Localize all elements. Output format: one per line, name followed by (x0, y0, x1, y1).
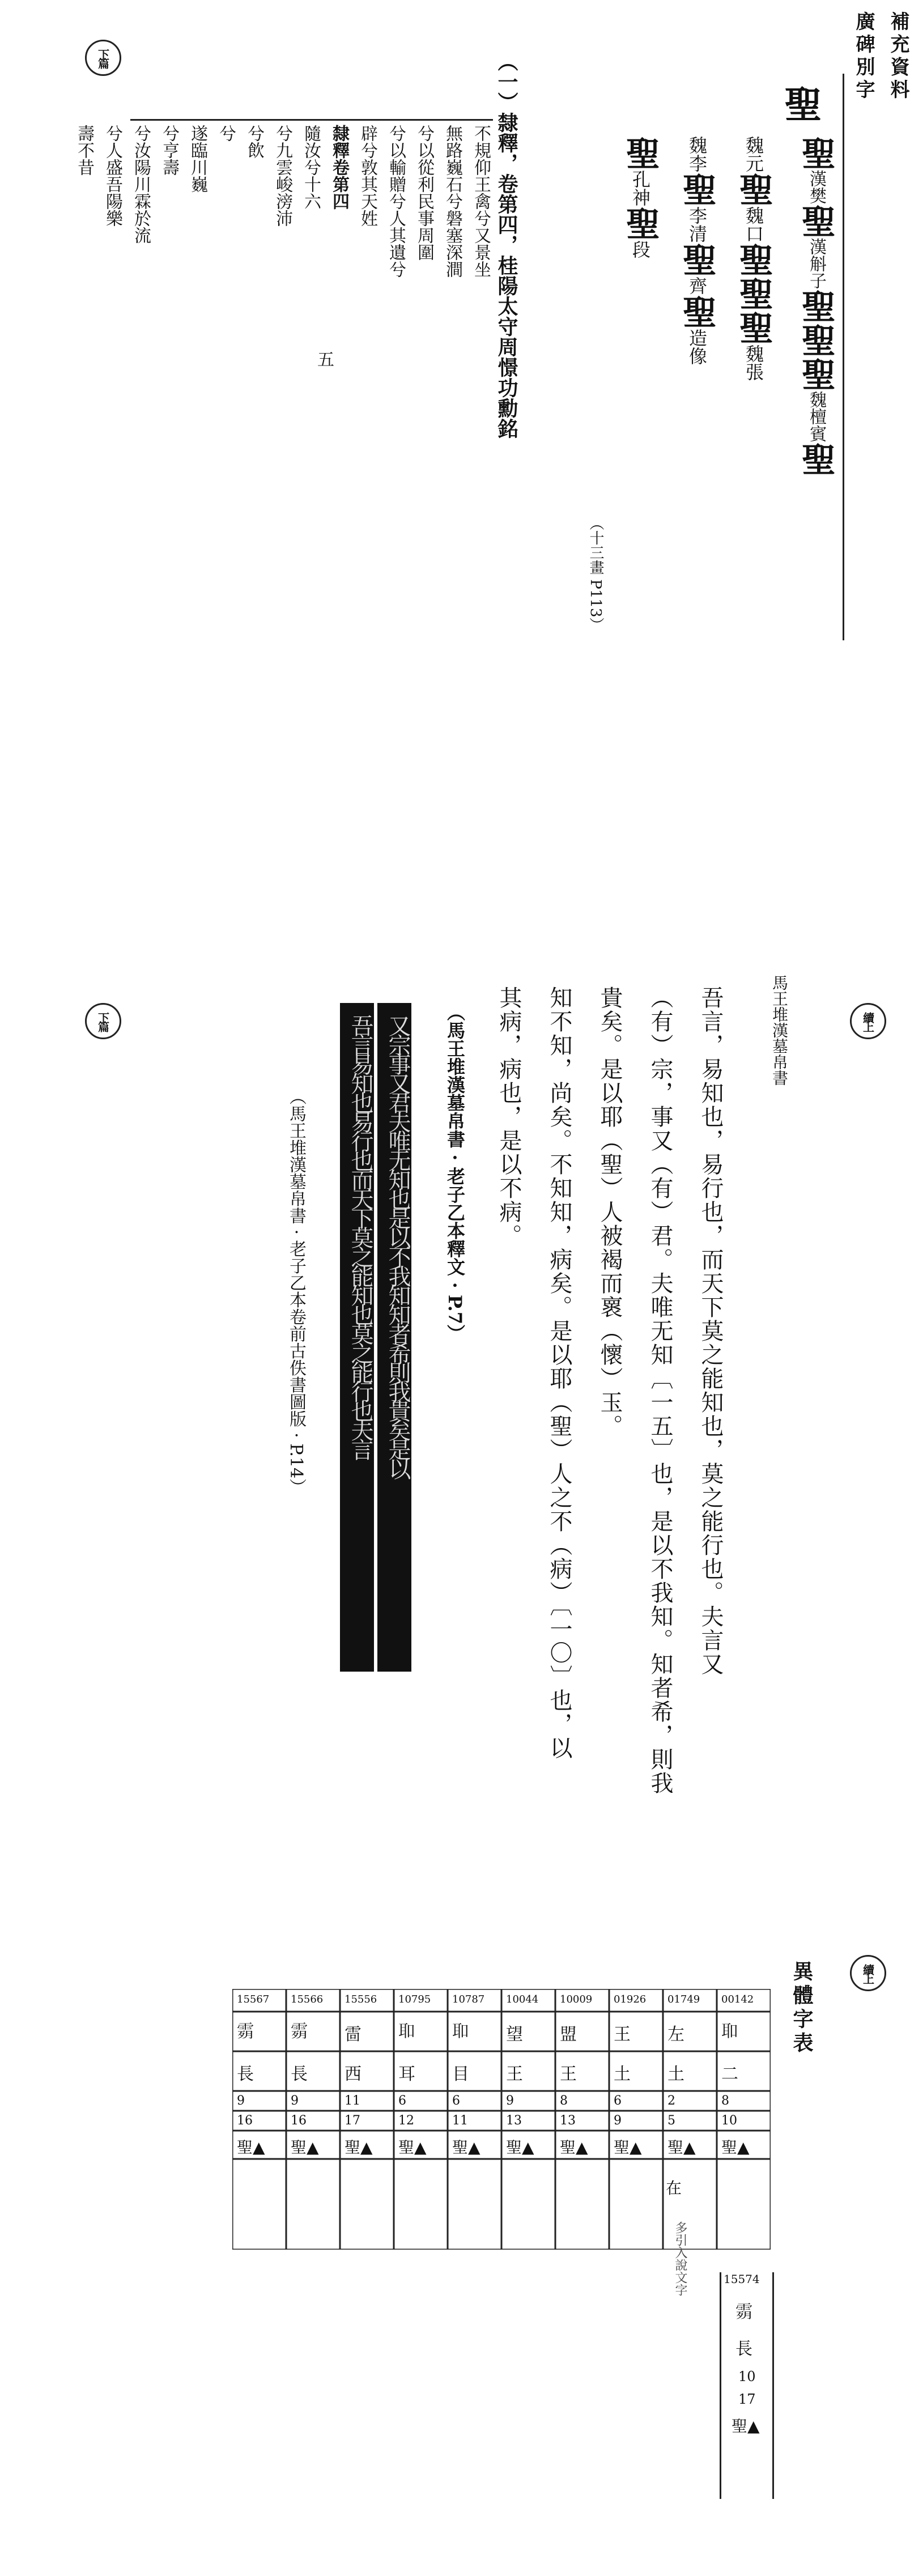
variant-num: 2 (667, 2094, 675, 2108)
section-bottom (0, 1927, 910, 2576)
page-tag-middle-right: 續上 (850, 1003, 886, 1039)
variant-part: 𦔻 (452, 2022, 469, 2042)
col1-f: 聖 (796, 323, 836, 357)
lishi-col: 無路巍石兮磐塞深澗 (443, 125, 462, 278)
variant-part: 王 (506, 2064, 523, 2084)
lishi-col: 不規仰王禽兮又景坐 (471, 125, 491, 278)
col3-f: 聖 (677, 295, 717, 329)
variant-id: 15556 (345, 1993, 377, 2005)
silk-text-right: 又宗事又君夫唯无知也是以不我知知者希則我貴矣是以 (385, 1014, 411, 1477)
laozi-caption2: （馬王堆漢墓帛書 · 老子乙本卷前古佚書圖版 · P.14） (286, 1088, 306, 1496)
beibie-col2 (734, 136, 773, 381)
col3-b: 聖 (677, 172, 717, 206)
col1-c: 聖 (796, 204, 836, 238)
laozi-line: 知不知，尚矣。不知知，病矣。是以耶（聖）人之不（病）〔一〇〕也，以 (546, 986, 572, 1760)
lishi-col: 兮亨壽 (159, 125, 179, 176)
variant-char: 聖▲ (560, 2138, 588, 2157)
lishi-rule (130, 119, 493, 121)
lishi-col: 兮飲 (244, 125, 264, 159)
header-line1: 補充資料 (887, 11, 909, 102)
variant-part: 䨓 (345, 2025, 362, 2044)
silk-text-left: 吾言易知也易行也而天下莫之能知也莫之能行也夫言 (347, 1014, 373, 1457)
extra-num2: 17 (738, 2391, 756, 2407)
variant-id: 10009 (560, 1993, 593, 2005)
laozi-caption1: （馬王堆漢墓帛書 · 老子乙本釋文 · P.7） (444, 1003, 466, 1343)
lishi-col: 兮以從利民事周圍 (414, 125, 434, 261)
variant-num: 6 (452, 2094, 460, 2108)
col4-d: 段 (630, 240, 651, 258)
variant-part: 𩃴 (291, 2022, 308, 2042)
col2-d: 聖 (734, 243, 773, 277)
col1-a: 聖 (796, 136, 836, 170)
col1-b: 漢樊 (806, 170, 826, 204)
lishi-col: 兮 (216, 125, 236, 142)
variant-part: 長 (291, 2064, 308, 2084)
lishi-col: 辟兮敦其天姓 (358, 125, 377, 227)
variant-num: 9 (614, 2114, 622, 2128)
beibie-note: （十三畫 P113） (587, 516, 604, 632)
variant-id: 10044 (506, 1993, 539, 2005)
variant-id: 10787 (452, 1993, 485, 2005)
col2-g: 魏張 (743, 345, 764, 381)
variant-num: 17 (345, 2114, 360, 2128)
variant-num: 11 (452, 2114, 468, 2128)
extra-char: 聖▲ (732, 2417, 760, 2435)
col3-e: 齊 (686, 277, 708, 295)
col2-b: 聖 (734, 172, 773, 206)
section-middle (0, 918, 910, 1802)
variant-num: 6 (398, 2094, 406, 2108)
silk-strip (334, 1003, 414, 1672)
variant-char: 聖▲ (345, 2138, 373, 2157)
variant-num: 6 (614, 2094, 622, 2108)
variant-id: 15566 (291, 1993, 324, 2005)
col1-d: 漢斛子 (806, 238, 826, 289)
variant-num: 13 (560, 2114, 576, 2128)
variant-num: 12 (398, 2114, 414, 2128)
lishi-col: 隨汝兮十六 (301, 125, 321, 210)
variants-table (232, 1989, 771, 2250)
col2-e: 聖 (734, 277, 773, 311)
variant-num: 8 (721, 2094, 729, 2108)
variant-id: 15567 (237, 1993, 270, 2005)
lishi-title: （一）隸釋，卷第四，桂陽太守周憬功勳銘 (495, 51, 518, 439)
beibie-col3 (677, 136, 717, 365)
laozi-line: （有）宗，事又（有）君。夫唯无知〔一五〕也，是以不我知。知者希，則我 (647, 986, 673, 1795)
lishi-page-num: 五 (317, 350, 334, 370)
lishi-col: 兮汝陽川霖於流 (131, 125, 151, 244)
variant-part: 西 (345, 2064, 362, 2084)
variant-char: 聖▲ (452, 2138, 480, 2157)
extra-part2: 長 (735, 2339, 752, 2359)
variant-char: 聖▲ (667, 2138, 696, 2157)
variant-num: 9 (291, 2094, 299, 2108)
laozi-line: 其病，病也，是以不病。 (496, 986, 522, 1248)
variant-char: 聖▲ (398, 2138, 427, 2157)
lishi-col: 遂臨川巍 (188, 125, 207, 193)
extra-part1: 𩃴 (735, 2302, 752, 2322)
variant-num: 9 (506, 2094, 514, 2108)
variant-part: 耳 (398, 2064, 415, 2084)
variant-id: 01926 (614, 1993, 647, 2005)
variant-id: 01749 (667, 1993, 700, 2005)
col2-c: 魏口 (743, 206, 764, 243)
variant-id: 10795 (398, 1993, 431, 2005)
variant-char: 聖▲ (237, 2138, 265, 2157)
col1-h: 魏檀賓 (806, 391, 826, 442)
col1-e: 聖 (796, 289, 836, 323)
col4-c: 聖 (620, 206, 660, 240)
laozi-source-side: 馬王堆漢墓帛書 (770, 975, 789, 1086)
variant-part: 左 (667, 2025, 684, 2044)
variant-num: 13 (506, 2114, 522, 2128)
variant-char: 聖▲ (614, 2138, 642, 2157)
beibie-head-char: 聖 (778, 85, 822, 122)
note-zai: 在 (666, 2179, 682, 2197)
beibie-rule (843, 74, 844, 640)
col4-b: 孔神 (630, 170, 651, 206)
variant-part: 王 (560, 2064, 577, 2084)
variant-part: 土 (667, 2064, 684, 2084)
variant-part: 王 (614, 2025, 631, 2044)
variant-num: 16 (291, 2114, 307, 2128)
lishi-col: 兮以輸贈兮人其遺兮 (386, 125, 406, 278)
col3-d: 聖 (677, 243, 717, 277)
col4-a: 聖 (620, 136, 660, 170)
variant-part: 盟 (560, 2025, 577, 2044)
variant-part: 二 (721, 2064, 738, 2084)
beibie-col4 (620, 136, 660, 258)
variant-num: 8 (560, 2094, 568, 2108)
variant-part: 土 (614, 2064, 631, 2084)
variant-part: 𩃴 (237, 2022, 254, 2042)
variant-num: 16 (237, 2114, 253, 2128)
page-tag-bottom-right: 續上 (850, 1955, 886, 1991)
variant-char: 聖▲ (506, 2138, 534, 2157)
laozi-line: 貴矣。是以耶（聖）人被褐而褱（懷）玉。 (597, 986, 623, 1438)
variant-num: 5 (667, 2114, 675, 2128)
page-tag-middle-left: 下篇 (85, 1003, 121, 1039)
laozi-text (493, 986, 727, 1795)
variants-grid (232, 1989, 771, 2250)
col3-c: 李清 (686, 206, 708, 243)
variant-num: 10 (721, 2114, 737, 2128)
variant-part: 𦔻 (721, 2022, 738, 2042)
page-tag-top: 下篇 (85, 40, 121, 76)
variants-extra (720, 2272, 774, 2499)
variant-num: 9 (237, 2094, 245, 2108)
variant-part: 望 (506, 2025, 523, 2044)
lishi-col: 壽不昔 (74, 125, 94, 176)
section-top (0, 0, 910, 850)
extra-id: 15574 (724, 2272, 760, 2286)
col1-g: 聖 (796, 357, 836, 391)
lishi-cols (71, 125, 493, 278)
extra-num1: 10 (738, 2369, 756, 2384)
handnote: 多引入說文字 (673, 2221, 687, 2296)
header (850, 11, 910, 102)
col2-f: 聖 (734, 311, 773, 345)
beibie-col1 (796, 136, 836, 476)
variant-part: 長 (237, 2064, 254, 2084)
laozi-line: 吾言，易知也，易行也，而天下莫之能知也，莫之能行也。夫言又 (698, 986, 724, 1676)
header-line2: 廣碑別字 (852, 11, 875, 102)
beibie-entry (587, 85, 836, 737)
col1-i: 聖 (796, 442, 836, 476)
lishi-col: 兮人盛吾陽樂 (103, 125, 122, 227)
variant-id: 00142 (721, 1993, 754, 2005)
lishi-col: 兮九雲峻滂沛 (273, 125, 292, 227)
col3-a: 魏李 (686, 136, 708, 172)
col3-g: 造像 (686, 329, 708, 365)
variant-char: 聖▲ (291, 2138, 319, 2157)
variant-part: 𦔻 (398, 2022, 415, 2042)
col2-a: 魏元 (743, 136, 764, 172)
variant-num: 11 (345, 2094, 360, 2108)
lishi-col: 隸釋卷第四 (329, 125, 349, 210)
variants-title: 異體字表 (790, 1961, 814, 2056)
variant-char: 聖▲ (721, 2138, 750, 2157)
variant-part: 目 (452, 2064, 469, 2084)
